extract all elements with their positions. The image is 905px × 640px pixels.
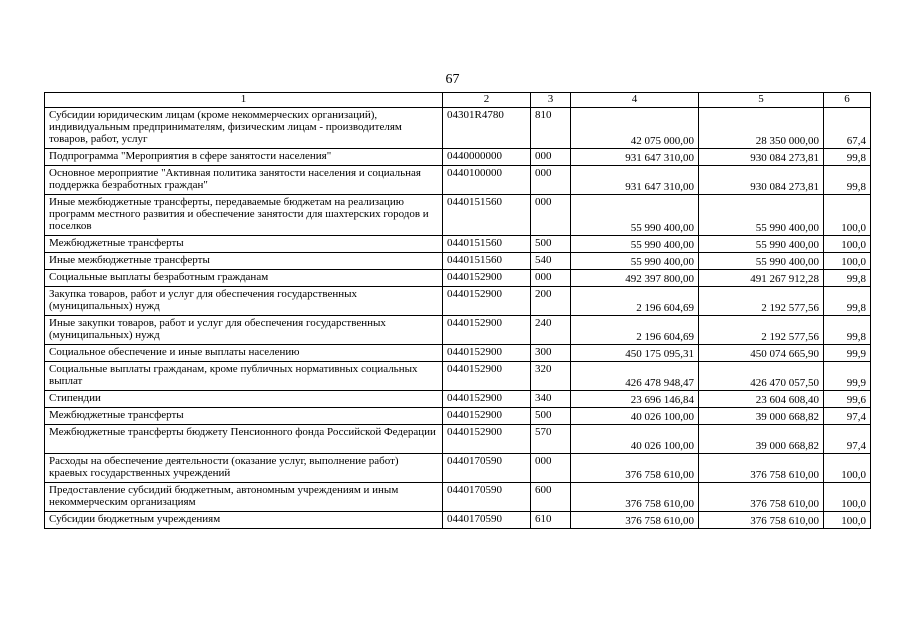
- table-row: [45, 108, 871, 149]
- row-name: Иные межбюджетные трансферты, передаваемые бюджетам на реализацию программ местного развития и обеспечение занятости для шахтерских городов и поселков: [45, 195, 443, 236]
- row-code: 0440000000: [443, 149, 531, 166]
- row-name: Расходы на обеспечение деятельности (оказание услуг, выполнение работ) краевых государственных учреждений: [45, 454, 443, 483]
- row-code: 0440152900: [443, 316, 531, 345]
- table-row: [45, 236, 871, 253]
- row-type: 200: [531, 287, 571, 316]
- row-type: 600: [531, 483, 571, 512]
- column-header: 2: [443, 93, 531, 108]
- table-row: [45, 253, 871, 270]
- row-percent: 100,0: [824, 483, 871, 512]
- row-plan: 2 196 604,69: [571, 287, 699, 316]
- row-type: 000: [531, 454, 571, 483]
- row-plan: 450 175 095,31: [571, 345, 699, 362]
- table-row: [45, 454, 871, 483]
- row-plan: 55 990 400,00: [571, 195, 699, 236]
- row-type: 000: [531, 149, 571, 166]
- row-type: 500: [531, 408, 571, 425]
- row-name: Основное мероприятие "Активная политика занятости населения и социальная поддержка безработных граждан": [45, 166, 443, 195]
- row-plan: 40 026 100,00: [571, 425, 699, 454]
- row-percent: 99,8: [824, 149, 871, 166]
- row-name: Закупка товаров, работ и услуг для обеспечения государственных (муниципальных) нужд: [45, 287, 443, 316]
- row-fact: 930 084 273,81: [699, 149, 824, 166]
- row-percent: 100,0: [824, 253, 871, 270]
- row-code: 0440152900: [443, 287, 531, 316]
- row-type: 540: [531, 253, 571, 270]
- row-code: 0440152900: [443, 391, 531, 408]
- row-percent: 99,8: [824, 316, 871, 345]
- row-fact: 426 470 057,50: [699, 362, 824, 391]
- column-header: 3: [531, 93, 571, 108]
- table-row: [45, 362, 871, 391]
- table-row: [45, 408, 871, 425]
- row-fact: 491 267 912,28: [699, 270, 824, 287]
- column-header: 6: [824, 93, 871, 108]
- row-percent: 99,8: [824, 287, 871, 316]
- row-plan: 492 397 800,00: [571, 270, 699, 287]
- row-fact: 55 990 400,00: [699, 253, 824, 270]
- row-percent: 100,0: [824, 512, 871, 529]
- row-code: 0440170590: [443, 512, 531, 529]
- column-header: 5: [699, 93, 824, 108]
- row-fact: 376 758 610,00: [699, 512, 824, 529]
- row-type: 500: [531, 236, 571, 253]
- row-code: 0440152900: [443, 345, 531, 362]
- row-name: Социальные выплаты гражданам, кроме публичных нормативных социальных выплат: [45, 362, 443, 391]
- row-percent: 99,9: [824, 345, 871, 362]
- column-header: 1: [45, 93, 443, 108]
- row-code: 0440151560: [443, 195, 531, 236]
- row-type: 000: [531, 195, 571, 236]
- row-name: Подпрограмма "Мероприятия в сфере занятости населения": [45, 149, 443, 166]
- row-type: 320: [531, 362, 571, 391]
- table-row: [45, 425, 871, 454]
- row-plan: 55 990 400,00: [571, 253, 699, 270]
- table-row: [45, 316, 871, 345]
- row-code: 04301R4780: [443, 108, 531, 149]
- row-type: 000: [531, 270, 571, 287]
- row-type: 810: [531, 108, 571, 149]
- page-number: 67: [445, 72, 460, 87]
- row-fact: 930 084 273,81: [699, 166, 824, 195]
- table-row: [45, 483, 871, 512]
- table-row: [45, 195, 871, 236]
- row-percent: 100,0: [824, 236, 871, 253]
- row-percent: 67,4: [824, 108, 871, 149]
- row-type: 570: [531, 425, 571, 454]
- row-code: 0440151560: [443, 253, 531, 270]
- row-name: Субсидии бюджетным учреждениям: [45, 512, 443, 529]
- row-percent: 100,0: [824, 454, 871, 483]
- row-percent: 100,0: [824, 195, 871, 236]
- row-fact: 55 990 400,00: [699, 195, 824, 236]
- row-code: 0440152900: [443, 408, 531, 425]
- row-type: 340: [531, 391, 571, 408]
- table-row: [45, 270, 871, 287]
- row-code: 0440170590: [443, 454, 531, 483]
- row-code: 0440152900: [443, 362, 531, 391]
- budget-table: [44, 92, 871, 529]
- row-percent: 97,4: [824, 408, 871, 425]
- row-plan: 376 758 610,00: [571, 483, 699, 512]
- row-code: 0440170590: [443, 483, 531, 512]
- row-fact: 450 074 665,90: [699, 345, 824, 362]
- row-percent: 97,4: [824, 425, 871, 454]
- row-type: 300: [531, 345, 571, 362]
- row-code: 0440152900: [443, 270, 531, 287]
- row-plan: 931 647 310,00: [571, 149, 699, 166]
- row-name: Межбюджетные трансферты: [45, 408, 443, 425]
- row-fact: 55 990 400,00: [699, 236, 824, 253]
- row-name: Социальные выплаты безработным гражданам: [45, 270, 443, 287]
- row-name: Стипендии: [45, 391, 443, 408]
- row-name: Иные закупки товаров, работ и услуг для обеспечения государственных (муниципальных) нужд: [45, 316, 443, 345]
- row-plan: 55 990 400,00: [571, 236, 699, 253]
- row-name: Социальное обеспечение и иные выплаты населению: [45, 345, 443, 362]
- row-name: Субсидии юридическим лицам (кроме некоммерческих организаций), индивидуальным предпринимателям, физическим лицам - производителям товаров, работ, услуг: [45, 108, 443, 149]
- table-row: [45, 391, 871, 408]
- row-fact: 376 758 610,00: [699, 483, 824, 512]
- row-type: 610: [531, 512, 571, 529]
- row-code: 0440151560: [443, 236, 531, 253]
- column-header: 4: [571, 93, 699, 108]
- row-fact: 2 192 577,56: [699, 287, 824, 316]
- row-name: Предоставление субсидий бюджетным, автономным учреждениям и иным некоммерческим организациям: [45, 483, 443, 512]
- row-fact: 28 350 000,00: [699, 108, 824, 149]
- row-name: Межбюджетные трансферты бюджету Пенсионного фонда Российской Федерации: [45, 425, 443, 454]
- row-fact: 39 000 668,82: [699, 408, 824, 425]
- row-type: 240: [531, 316, 571, 345]
- row-code: 0440100000: [443, 166, 531, 195]
- row-name: Иные межбюджетные трансферты: [45, 253, 443, 270]
- row-plan: 23 696 146,84: [571, 391, 699, 408]
- row-plan: 40 026 100,00: [571, 408, 699, 425]
- row-percent: 99,8: [824, 166, 871, 195]
- row-plan: 42 075 000,00: [571, 108, 699, 149]
- table-row: [45, 287, 871, 316]
- table-row: [45, 166, 871, 195]
- row-plan: 931 647 310,00: [571, 166, 699, 195]
- row-plan: 2 196 604,69: [571, 316, 699, 345]
- row-plan: 376 758 610,00: [571, 454, 699, 483]
- row-name: Межбюджетные трансферты: [45, 236, 443, 253]
- row-percent: 99,9: [824, 362, 871, 391]
- row-plan: 426 478 948,47: [571, 362, 699, 391]
- row-fact: 376 758 610,00: [699, 454, 824, 483]
- header-row: [45, 93, 871, 108]
- table-row: [45, 345, 871, 362]
- row-percent: 99,6: [824, 391, 871, 408]
- row-plan: 376 758 610,00: [571, 512, 699, 529]
- row-fact: 23 604 608,40: [699, 391, 824, 408]
- table-row: [45, 512, 871, 529]
- row-code: 0440152900: [443, 425, 531, 454]
- row-fact: 2 192 577,56: [699, 316, 824, 345]
- row-percent: 99,8: [824, 270, 871, 287]
- row-fact: 39 000 668,82: [699, 425, 824, 454]
- table-row: [45, 149, 871, 166]
- row-type: 000: [531, 166, 571, 195]
